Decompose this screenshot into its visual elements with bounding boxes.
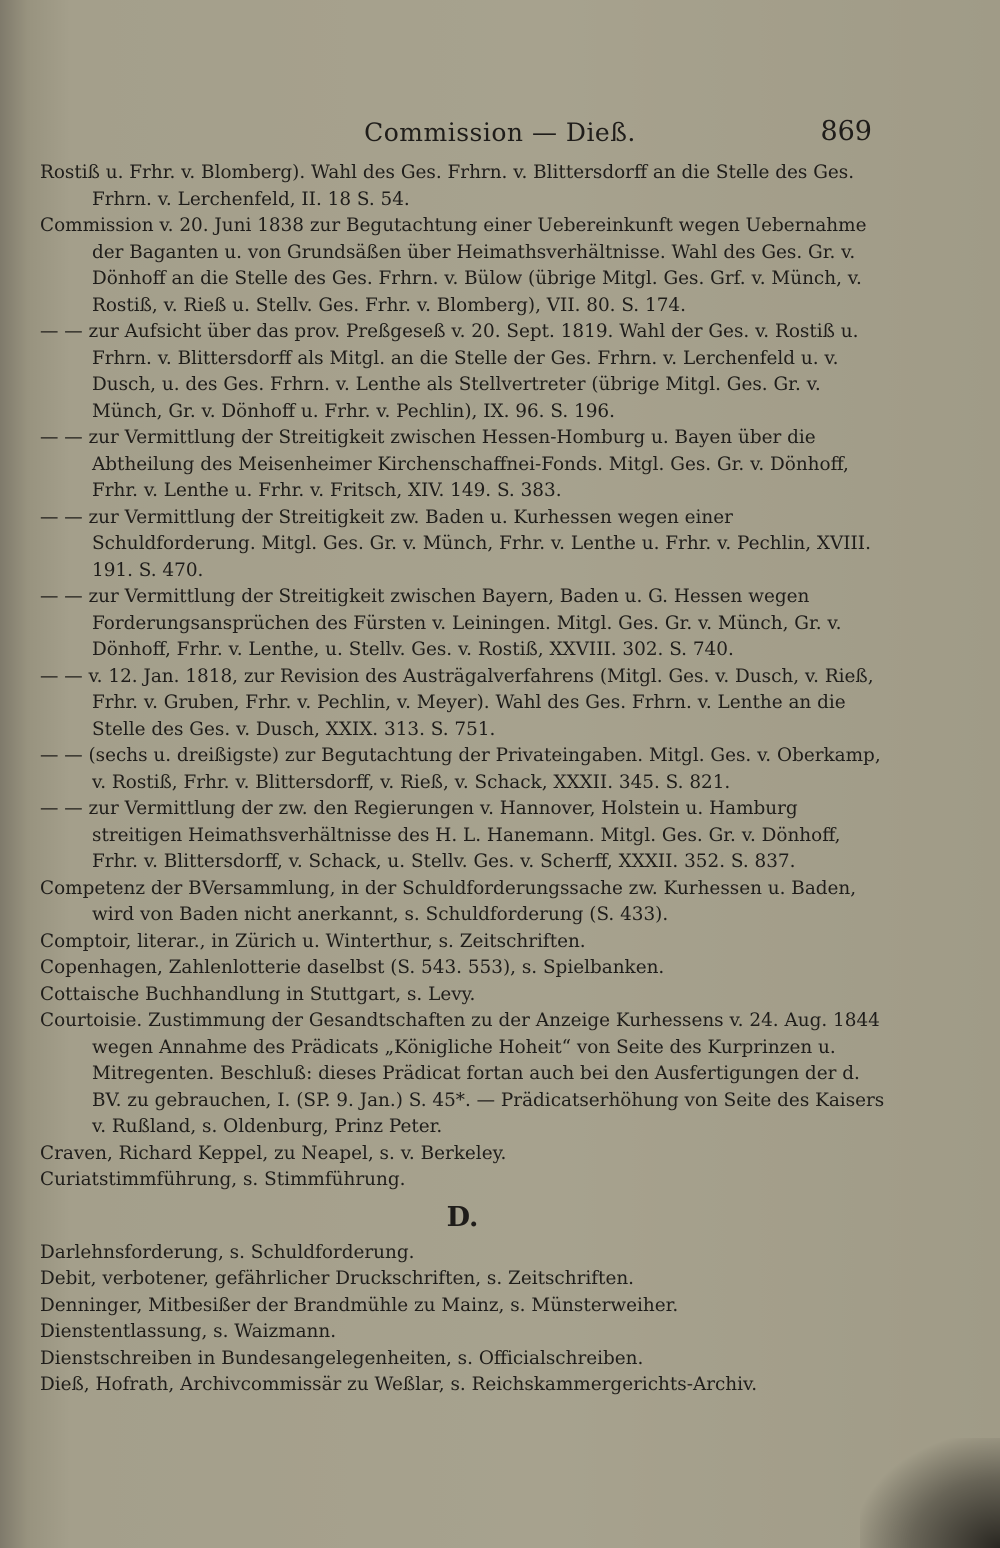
index-entry: — — zur Vermittlung der zw. den Regierungen v. Hannover, Holstein u. Hamburg streitigen Heimathsverhältnisse des H. L. Hanemann. Mitgl. Ges. Gr. v. Dönhoff, Frhr. v. Blittersdorff, v. Schack, u. Stellv. Ges. v. Scherff, XXXII. 352. S. 837. (40, 798, 841, 872)
index-entry: Cottaische Buchhandlung in Stuttgart, s. Levy. (40, 983, 476, 1005)
index-entry: Competenz der BVersammlung, in der Schuldforderungssache zw. Kurhessen u. Baden, wird von Baden nicht anerkannt, s. Schuldforderung (S. 433). (40, 877, 857, 925)
index-entry: Comptoir, literar., in Zürich u. Winterthur, s. Zeitschriften. (40, 930, 586, 952)
index-entry: Craven, Richard Keppel, zu Neapel, s. v. Berkeley. (40, 1142, 507, 1164)
index-entry: — — (sechs u. dreißigste) zur Begutachtung der Privateingaben. Mitgl. Ges. v. Oberkamp, v. Rostiß, Frhr. v. Blittersdorff, v. Rieß, v. Schack, XXXII. 345. S. 821. (40, 745, 881, 793)
running-head: Commission — Dieß. (364, 118, 636, 147)
index-entry: Copenhagen, Zahlenlotterie daselbst (S. 543. 553), s. Spielbanken. (40, 957, 665, 978)
index-entry: Dienstentlassung, s. Waizmann. (40, 1321, 337, 1342)
index-entry: Darlehnsforderung, s. Schuldforderung. (40, 1241, 415, 1263)
index-entry: Dienstschreiben in Bundesangelegenheiten, s. Officialschreiben. (40, 1347, 644, 1369)
page-header (0, 112, 1000, 152)
index-entry: Denninger, Mitbesißer der Brandmühle zu Mainz, s. Münsterweiher. (40, 1294, 679, 1316)
index-entry: — — zur Vermittlung der Streitigkeit zw. Baden u. Kurhessen wegen einer Schuldforderung. Mitgl. Ges. Gr. v. Münch, Frhr. v. Lenthe u. Frhr. v. Pechlin, XVIII. 191. S. 470. (40, 506, 871, 581)
index-entry: — — v. 12. Jan. 1818, zur Revision des Austrägalverfahrens (Mitgl. Ges. v. Dusch, v. Rieß, Frhr. v. Gruben, Frhr. v. Pechlin, v. Meyer). Wahl des Ges. Frhrn. v. Lenthe an die Stelle des Ges. v. Dusch, XXIX. 313. S. 751. (40, 665, 874, 740)
index-entry: Dieß, Hofrath, Archivcommissär zu Weßlar, s. Reichskammergerichts-Archiv. (40, 1374, 758, 1395)
index-entry: Curiatstimmführung, s. Stimmführung. (40, 1169, 406, 1190)
index-entry: Rostiß u. Frhr. v. Blomberg). Wahl des Ges. Frhrn. v. Blittersdorff an die Stelle des Ges. Frhrn. v. Lerchenfeld, II. 18 S. 54. (40, 162, 855, 210)
index-entry: Courtoisie. Zustimmung der Gesandtschaften zu der Anzeige Kurhessens v. 24. Aug. 1844 wegen Annahme des Prädicats „Königliche Hoheit“ von Seite des Kurprinzen u. Mitregenten. Beschluß: dieses Prädicat fortan auch bei den Ausfertigungen der d. BV. zu gebrauchen, I. (SP. 9. Jan.) S. 45*. — Prädicatserhöhung von Seite des Kaisers v. Rußland, s. Oldenburg, Prinz Peter. (40, 1010, 885, 1137)
index-entry: Commission v. 20. Juni 1838 zur Begutachtung einer Uebereinkunft wegen Uebernahme der Baganten u. von Grundsäßen über Heimathsverhältnisse. Wahl des Ges. Gr. v. Dönhoff an die Stelle des Ges. Frhrn. v. Bülow (übrige Mitgl. Ges. Grf. v. Münch, v. Rostiß, v. Rieß u. Stellv. Ges. Frhr. v. Blomberg), VII. 80. S. 174. (40, 215, 867, 316)
index-entry: — — zur Aufsicht über das prov. Preßgeseß v. 20. Sept. 1819. Wahl der Ges. v. Rostiß u. Frhrn. v. Blittersdorff als Mitgl. an die Stelle der Ges. Frhrn. v. Lerchenfeld u. v. Dusch, u. des Ges. Frhrn. v. Lenthe als Stellvertreter (übrige Mitgl. Ges. Gr. v. Münch, Gr. v. Dönhoff u. Frhr. v. Pechlin), IX. 96. S. 196. (40, 321, 859, 422)
index-entry: — — zur Vermittlung der Streitigkeit zwischen Bayern, Baden u. G. Hessen wegen Forderungsansprüchen des Fürsten v. Leiningen. Mitgl. Ges. Gr. v. Münch, Gr. v. Dönhoff, Frhr. v. Lenthe, u. Stellv. Ges. v. Rostiß, XXVIII. 302. S. 740. (40, 586, 842, 660)
page-number: 869 (820, 116, 872, 147)
index-entry: — — zur Vermittlung der Streitigkeit zwischen Hessen-Homburg u. Bayen über die Abtheilung des Meisenheimer Kirchenschaffnei-Fonds. Mitgl. Ges. Gr. v. Dönhoff, Frhr. v. Lenthe u. Frhr. v. Fritsch, XIV. 149. S. 383. (40, 427, 849, 501)
page-corner-shadow (860, 1438, 1000, 1548)
index-entry: Debit, verbotener, gefährlicher Druckschriften, s. Zeitschriften. (40, 1268, 635, 1289)
section-letter: D. (446, 1201, 479, 1233)
index-body (40, 160, 885, 1399)
